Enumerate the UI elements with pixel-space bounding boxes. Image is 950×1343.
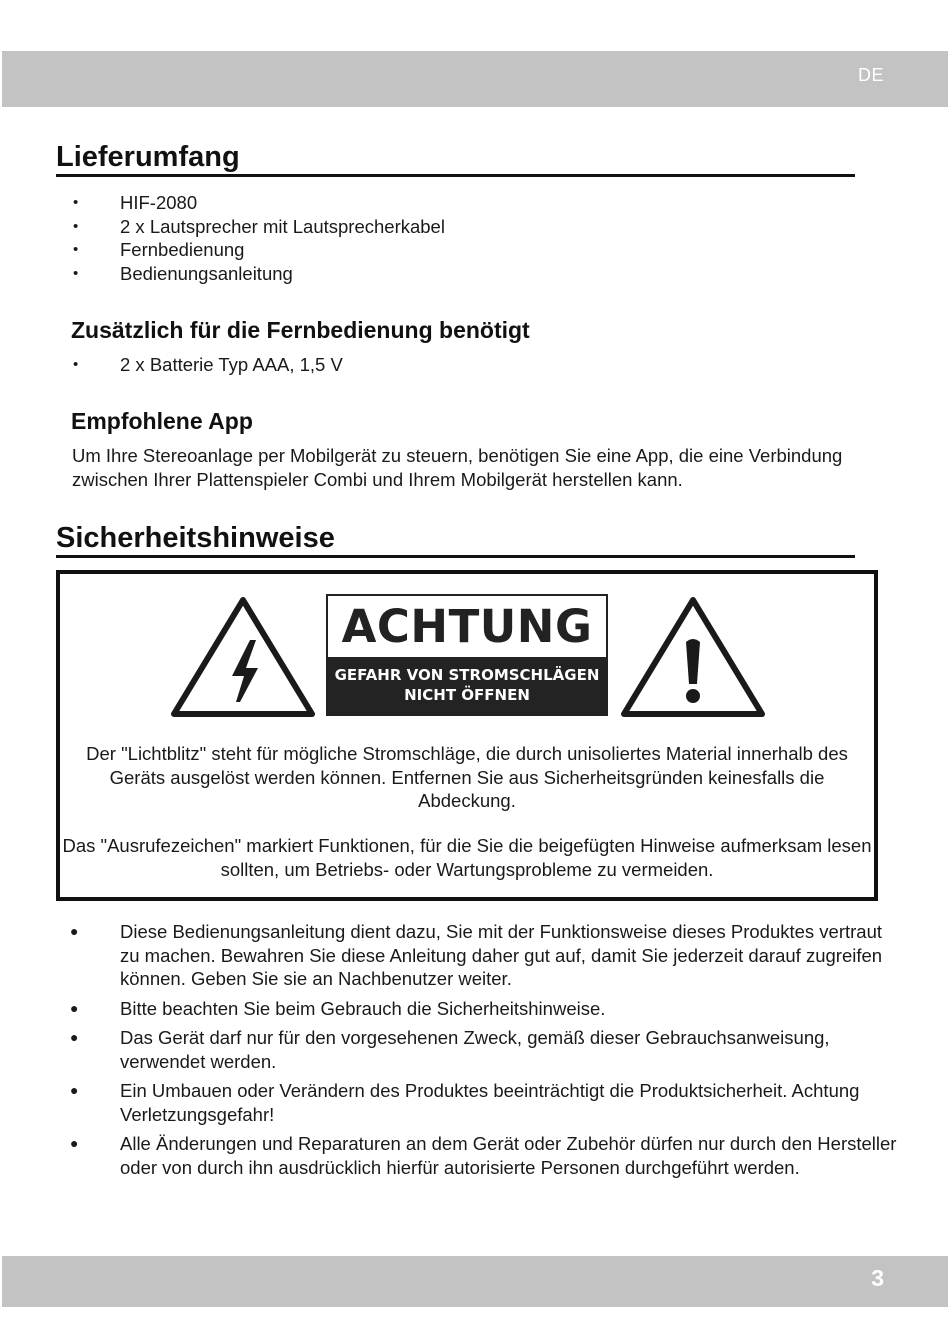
achtung-band-line2: NICHT ÖFFNEN <box>404 686 530 704</box>
achtung-band <box>328 657 606 714</box>
list-item: • Fernbedienung <box>0 238 445 262</box>
lightning-warning-icon <box>170 596 316 718</box>
subsection-title-zusaetzlich: Zusätzlich für die Fernbedienung benötigt <box>71 317 530 343</box>
app-text: Um Ihre Stereoanlage per Mobilgerät zu steuern, benötigen Sie eine App, die eine Verbindung zwischen Ihrer Plattenspieler Combi und Ihrem Mobilgerät herstellen kann. <box>72 445 843 490</box>
list-item: ● Alle Änderungen und Reparaturen an dem Gerät oder Zubehör dürfen nur durch den Hersteller oder von durch ihn ausdrücklich hierfür autorisierte Personen durchgeführt werden. <box>0 1132 900 1179</box>
list-item: • 2 x Batterie Typ AAA, 1,5 V <box>0 353 343 377</box>
list-item: ● Bitte beachten Sie beim Gebrauch die Sicherheitshinweise. <box>0 997 900 1021</box>
section-title-sicherheit: Sicherheitshinweise <box>56 521 855 558</box>
zusaetzlich-list <box>0 353 343 377</box>
list-item: ● Ein Umbauen oder Verändern des Produktes beeinträchtigt die Produktsicherheit. Achtung Verletzungsgefahr! <box>0 1079 900 1126</box>
list-item: ● Diese Bedienungsanleitung dient dazu, Sie mit der Funktionsweise dieses Produktes vertraut zu machen. Bewahren Sie diese Anleitung daher gut auf, damit Sie jederzeit darauf zugreifen können. Geben Sie sie an Nachbenutzer weiter. <box>0 920 900 991</box>
header-bar <box>2 51 948 107</box>
list-item: • 2 x Lautsprecher mit Lautsprecherkabel <box>0 215 445 239</box>
safety-list <box>0 920 900 1185</box>
page-number: 3 <box>871 1265 884 1291</box>
achtung-band-line1: GEFAHR VON STROMSCHLÄGEN <box>334 666 600 684</box>
achtung-label: ACHTUNG <box>341 600 593 653</box>
list-item: • HIF-2080 <box>0 191 445 215</box>
warning-text-exclamation: Das "Ausrufezeichen" markiert Funktionen, für die Sie die beigefügten Hinweise aufmerksam lesen sollten, um Betriebs- oder Wartungsprobleme zu vermeiden. <box>62 835 872 880</box>
lieferumfang-list <box>0 191 445 285</box>
language-label: DE <box>857 65 884 85</box>
footer-bar <box>2 1256 948 1307</box>
warning-text-lightning: Der "Lichtblitz" steht für mögliche Stromschläge, die durch unisoliertes Material innerhalb des Geräts ausgelöst werden können. Entfernen Sie aus Sicherheitsgründen keinesfalls die Abdeckung. <box>86 743 848 811</box>
section-title-lieferumfang: Lieferumfang <box>56 140 855 177</box>
list-item: • Bedienungsanleitung <box>0 262 445 286</box>
subsection-title-app: Empfohlene App <box>71 408 253 434</box>
list-item: ● Das Gerät darf nur für den vorgesehenen Zweck, gemäß dieser Gebrauchsanweisung, verwendet werden. <box>0 1026 900 1073</box>
achtung-sign <box>326 594 608 716</box>
exclamation-warning-icon <box>620 596 766 718</box>
warning-box <box>56 570 878 901</box>
